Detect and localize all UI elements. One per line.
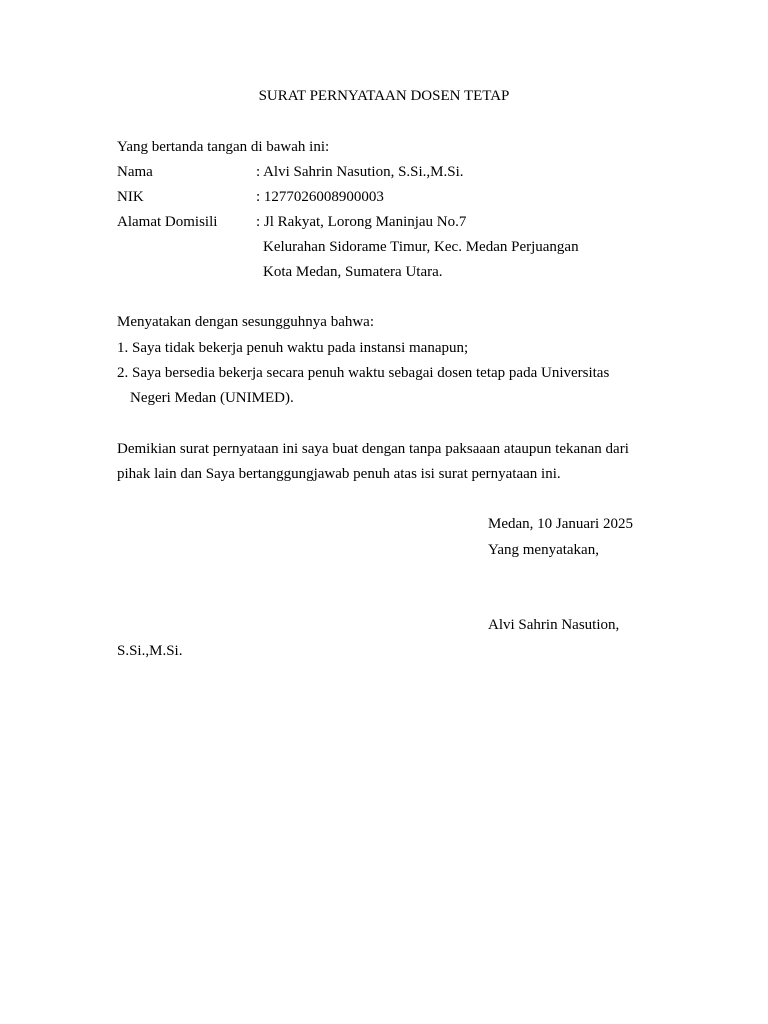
signature-name: Alvi Sahrin Nasution,: [488, 617, 620, 633]
closing-line-2: pihak lain dan Saya bertanggungjawab penuh atas isi surat pernyataan ini.: [117, 466, 561, 482]
signature-place-date: Medan, 10 Januari 2025: [488, 516, 633, 532]
document-title: SURAT PERNYATAAN DOSEN TETAP: [258, 88, 510, 104]
alamat-value-line1: : Jl Rakyat, Lorong Maninjau No.7: [256, 214, 467, 230]
signature-degree: S.Si.,M.Si.: [117, 643, 183, 659]
alamat-label: Alamat Domisili: [117, 214, 218, 230]
declaration-intro: Menyatakan dengan sesungguhnya bahwa:: [117, 314, 375, 330]
nik-value: : 1277026008900003: [256, 189, 384, 205]
nama-label: Nama: [117, 164, 153, 180]
alamat-value-line3: Kota Medan, Sumatera Utara.: [263, 264, 443, 280]
declaration-item-2-line2: Negeri Medan (UNIMED).: [130, 390, 294, 406]
nama-value: : Alvi Sahrin Nasution, S.Si.,M.Si.: [256, 164, 464, 180]
closing-line-1: Demikian surat pernyataan ini saya buat dengan tanpa paksaaan ataupun tekanan dari: [117, 441, 629, 457]
nik-label: NIK: [117, 189, 144, 205]
signature-yang-menyatakan: Yang menyatakan,: [488, 542, 599, 558]
alamat-value-line2: Kelurahan Sidorame Timur, Kec. Medan Perjuangan: [263, 239, 579, 255]
declaration-item-1: 1. Saya tidak bekerja penuh waktu pada instansi manapun;: [117, 340, 469, 356]
intro-text: Yang bertanda tangan di bawah ini:: [117, 139, 330, 155]
declaration-item-2-line1: 2. Saya bersedia bekerja secara penuh waktu sebagai dosen tetap pada Universitas: [117, 365, 610, 381]
